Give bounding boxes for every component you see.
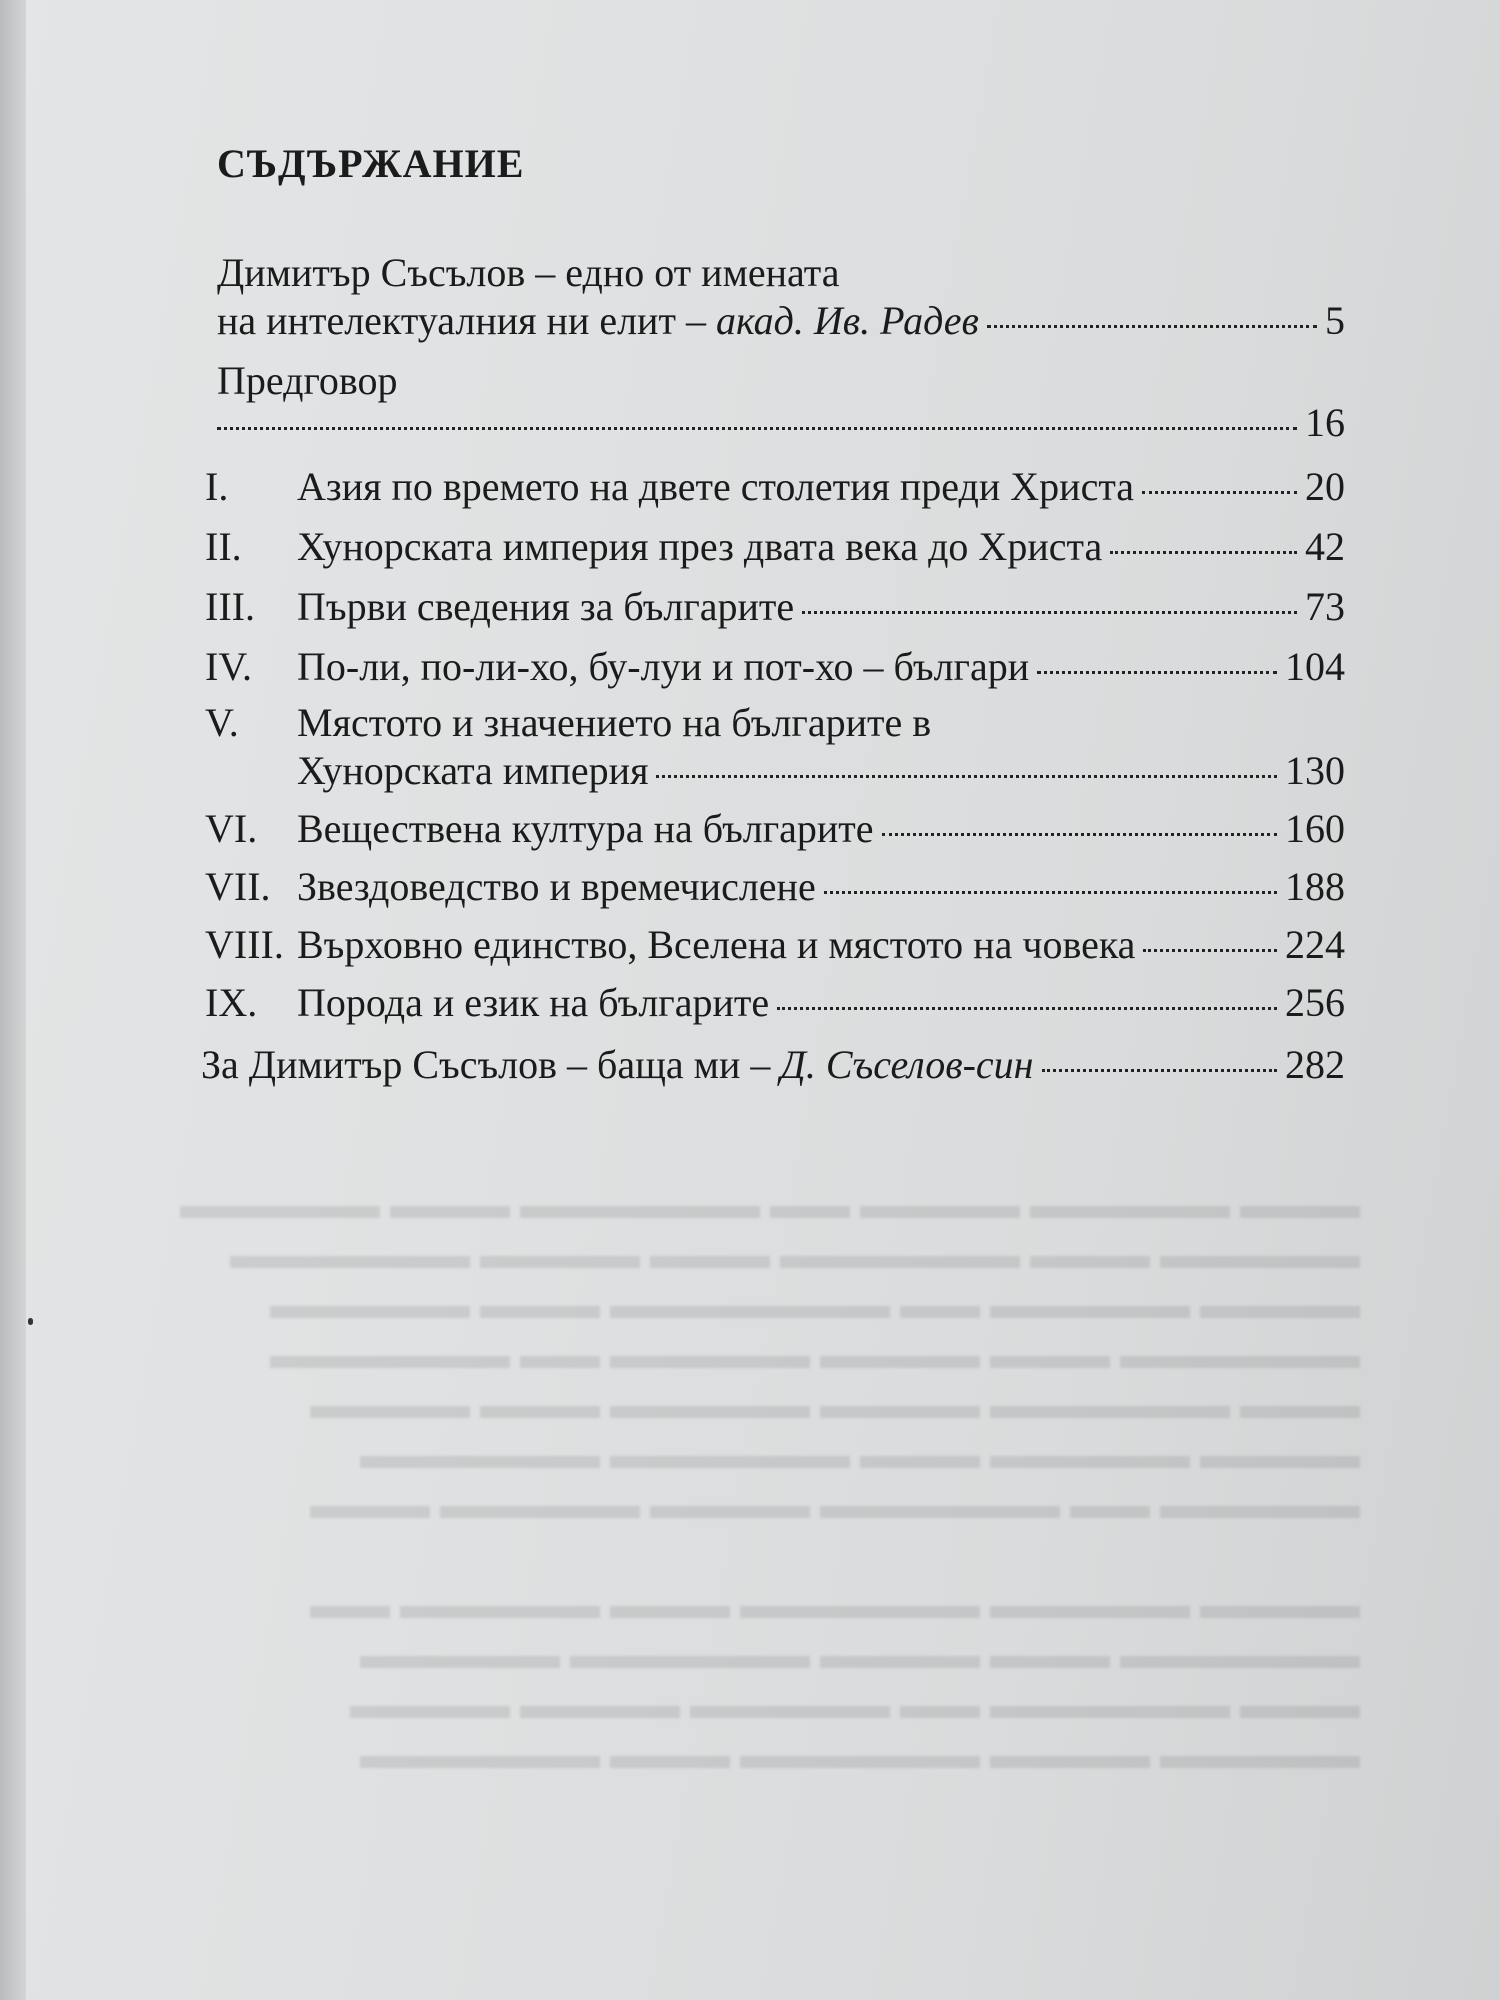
dot-leader	[1143, 949, 1277, 952]
toc-page-number: 42	[1305, 524, 1345, 569]
toc-entry-about	[201, 1041, 1345, 1089]
toc-entry-title: По-ли, по-ли-хо, бу-луи и пот-хо – българи	[297, 644, 1030, 689]
toc-page-number: 73	[1305, 584, 1345, 629]
toc-entry-chapter-3	[205, 583, 1345, 631]
bleed-through-texture: ▬▬▬ ▬▬▬▬▬ ▬▬▬▬ ▬▬ ▬▬▬▬▬▬ ▬▬▬ ▬▬▬▬▬ ▬▬▬▬▬ ▬▬▬ ▬▬▬▬▬▬ ▬▬▬ ▬▬▬▬ ▬▬▬▬▬▬ ▬▬▬▬ ▬▬▬▬▬ ▬▬ ▬▬▬▬▬▬▬ ▬▬▬ ▬▬▬▬▬ ▬▬▬▬▬▬ ▬▬▬ ▬▬▬▬ ▬▬▬▬▬ ▬▬ ▬▬▬▬▬▬ ▬▬▬ ▬▬▬▬▬▬ ▬▬▬▬ ▬▬▬▬▬ ▬▬▬ ▬▬▬▬ ▬▬▬▬ ▬▬▬▬▬ ▬▬▬ ▬▬▬▬▬▬ ▬▬▬▬▬▬ ▬▬▬▬▬ ▬▬ ▬▬▬▬▬▬ ▬▬▬▬ ▬▬▬▬▬ ▬▬▬ ▬▬▬▬ ▬▬▬▬▬ ▬▬▬▬▬▬ ▬▬▬ ▬▬▬▬▬ ▬▬ ▬▬▬▬▬▬ ▬▬▬ ▬▬▬▬ ▬▬▬▬▬▬ ▬▬▬▬▬ ▬▬▬ ▬▬▬▬▬▬ ▬▬ ▬▬▬▬▬ ▬▬▬▬ ▬▬▬▬ ▬▬▬▬▬ ▬▬▬▬ ▬▬▬▬▬▬ ▬▬▬ ▬▬▬▬▬▬	[180, 1182, 1360, 1777]
chapter-number: I.	[205, 464, 229, 509]
chapter-number: VI.	[205, 806, 258, 851]
toc-page-number: 160	[1285, 806, 1345, 851]
dot-leader	[824, 891, 1277, 894]
toc-entry-title: Първи сведения за българите	[297, 584, 795, 629]
toc-entry-title: Порода и език на българите	[297, 980, 770, 1025]
toc-entry-chapter-4	[205, 643, 1345, 691]
dot-leader	[656, 775, 1277, 778]
toc-entry-chapter-1	[205, 463, 1345, 511]
toc-entry-title-line1: Мястото и значението на българите в	[297, 700, 932, 745]
toc-entry-about-author: Д. Съселов-син	[780, 1042, 1034, 1087]
toc-entry-intro	[217, 249, 1345, 345]
toc-page-number: 16	[1305, 400, 1345, 445]
table-of-contents	[201, 140, 1345, 1089]
toc-entry-chapter-5	[205, 699, 1345, 795]
toc-entry-title: Предговор	[217, 358, 398, 403]
toc-entry-title: Звездоведство и времечислене	[297, 864, 816, 909]
toc-entry-intro-title: на интелектуалния ни елит –	[217, 298, 716, 343]
chapter-number: IV.	[205, 644, 253, 689]
dot-leader	[987, 325, 1317, 328]
toc-entry-title: Веществена култура на българите	[297, 806, 874, 851]
chapter-number: VIII.	[205, 922, 284, 967]
toc-page-number: 224	[1285, 922, 1345, 967]
toc-entry-about-text	[201, 1041, 1034, 1089]
toc-entry-chapter-6	[205, 805, 1345, 853]
chapter-number: IX.	[205, 980, 258, 1025]
dot-leader	[1142, 491, 1297, 494]
toc-page-number: 20	[1305, 464, 1345, 509]
toc-page-number: 256	[1285, 980, 1345, 1025]
dot-leader	[1042, 1069, 1278, 1072]
toc-entry-title: Хунорската империя през двата века до Христа	[297, 524, 1103, 569]
toc-entry-preface	[217, 357, 1345, 447]
toc-entry-chapter-9	[205, 979, 1345, 1027]
dot-leader	[1037, 671, 1277, 674]
toc-entry-intro-line2	[217, 297, 979, 345]
toc-entry-intro-author: акад. Ив. Радев	[715, 298, 979, 343]
toc-heading: СЪДЪРЖАНИЕ	[217, 141, 525, 186]
chapter-number: VII.	[205, 864, 271, 909]
dot-leader	[217, 427, 1297, 430]
toc-page-number: 130	[1285, 748, 1345, 793]
dot-leader	[1110, 551, 1297, 554]
toc-entry-title-line2: Хунорската империя	[297, 748, 649, 793]
toc-entry-chapter-7	[205, 863, 1345, 911]
dot-leader	[882, 833, 1277, 836]
toc-page-number: 282	[1285, 1042, 1345, 1087]
dot-leader	[777, 1007, 1277, 1010]
toc-page-number: 188	[1285, 864, 1345, 909]
chapter-number: II.	[205, 524, 242, 569]
page-edge-shadow	[0, 0, 26, 2000]
toc-entry-chapter-8	[205, 921, 1345, 969]
toc-entry-title: Върховно единство, Вселена и мястото на човека	[297, 922, 1136, 967]
toc-entry-chapter-2	[205, 523, 1345, 571]
chapter-number: III.	[205, 584, 255, 629]
chapter-number: V.	[205, 700, 239, 745]
dot-leader	[802, 611, 1297, 614]
toc-page-number: 5	[1325, 298, 1345, 343]
toc-entry-title: Азия по времето на двете столетия преди Христа	[297, 464, 1135, 509]
toc-entry-about-title: За Димитър Съсълов – баща ми –	[201, 1042, 781, 1087]
toc-page-number: 104	[1285, 644, 1345, 689]
toc-entry-intro-line1: Димитър Съсълов – едно от имената	[217, 250, 840, 295]
ink-speck	[28, 1318, 33, 1325]
